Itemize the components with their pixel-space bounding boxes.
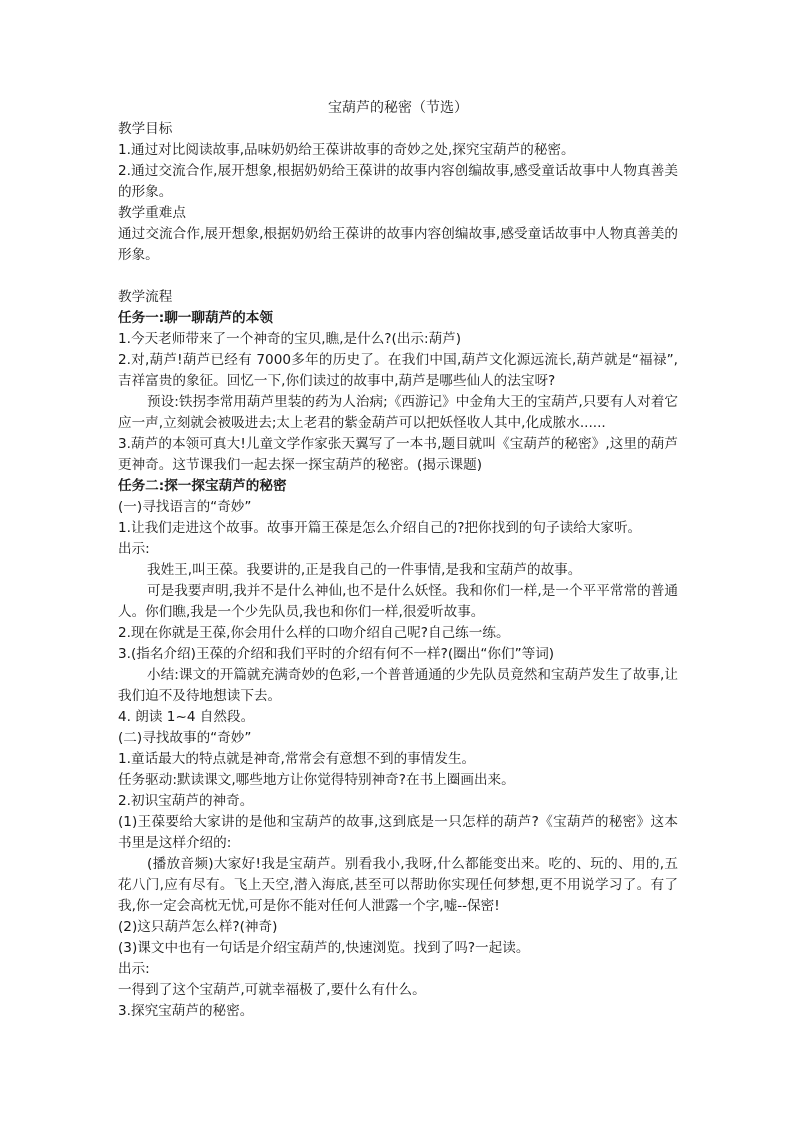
paragraph: (播放音频)大家好!我是宝葫芦。别看我小,我呀,什么都能变出来。吃的、玩的、用的,五花八门,应有尽有。飞上天空,潜入海底,甚至可以帮助你实现任何梦想,更不用说学习了。有了我,你一定会高枕无忧,可是你不能对任何人泄露一个字,嘘--保密!: [118, 856, 678, 914]
paragraph: 1.童话最大的特点就是神奇,常常会有意想不到的事情发生。: [118, 751, 476, 767]
paragraph: 2.对,葫芦!葫芦已经有 7000多年的历史了。在我们中国,葫芦文化源远流长,葫芦就是“福禄”,吉祥富贵的象征。回忆一下,你们读过的故事中,葫芦是哪些仙人的法宝呀?: [118, 352, 678, 389]
paragraph: 通过交流合作,展开想象,根据奶奶给王葆讲的故事内容创编故事,感受童话故事中人物真善美的形象。: [118, 226, 678, 263]
paragraph: 我姓王,叫王葆。我要讲的,正是我自己的一件事情,是我和宝葫芦的故事。: [147, 562, 582, 578]
paragraph: 教学流程: [118, 289, 173, 305]
paragraph: 出示:: [118, 961, 150, 977]
paragraph: 2.初识宝葫芦的神奇。: [118, 793, 254, 809]
paragraph: 一得到了这个宝葫芦,可就幸福极了,要什么有什么。: [118, 982, 426, 998]
paragraph: 可是我要声明,我并不是什么神仙,也不是什么妖怪。我和你们一样,是一个平平常常的普通人。你们瞧,我是一个少先队员,我也和你们一样,很爱听故事。: [118, 583, 678, 620]
blank-line: [118, 266, 678, 287]
paragraph: 3.探究宝葫芦的秘密。: [118, 1003, 254, 1019]
paragraph: 1.通过对比阅读故事,品味奶奶给王葆讲故事的奇妙之处,探究宝葫芦的秘密。: [118, 142, 575, 158]
paragraph: 3.葫芦的本领可真大!儿童文学作家张天翼写了一本书,题目就叫《宝葫芦的秘密》,这里的葫芦更神奇。这节课我们一起去探一探宝葫芦的秘密。(揭示课题): [118, 436, 678, 473]
paragraph: 小结:课文的开篇就充满奇妙的色彩,一个普普通通的少先队员竟然和宝葫芦发生了故事,让我们迫不及待地想读下去。: [118, 667, 678, 704]
document-page: [118, 98, 678, 1022]
paragraph: 教学重难点: [118, 205, 186, 221]
paragraph: 4. 朗读 1~4 自然段。: [118, 709, 255, 725]
paragraph: (一)寻找语言的“奇妙”: [118, 499, 252, 515]
paragraph: (3)课文中也有一句话是介绍宝葫芦的,快速浏览。找到了吗?一起读。: [118, 940, 530, 956]
task-heading: 任务二:探一探宝葫芦的秘密: [118, 478, 287, 494]
paragraph: 预设:铁拐李常用葫芦里装的药为人治病;《西游记》中金角大王的宝葫芦,只要有人对着它应一声,立刻就会被吸进去;太上老君的紫金葫芦可以把妖怪收人其中,化成脓水......: [118, 394, 678, 431]
paragraph: 1.让我们走进这个故事。故事开篇王葆是怎么介绍自己的?把你找到的句子读给大家听。: [118, 520, 642, 536]
paragraph: 2.通过交流合作,展开想象,根据奶奶给王葆讲的故事内容创编故事,感受童话故事中人物真善美的形象。: [118, 163, 678, 200]
paragraph: 任务驱动:默读课文,哪些地方让你觉得特别神奇?在书上圈画出来。: [118, 772, 515, 788]
paragraph: 1.今天老师带来了一个神奇的宝贝,瞧,是什么?(出示:葫芦): [118, 331, 462, 347]
paragraph: (2)这只葫芦怎么样?(神奇): [118, 919, 278, 935]
paragraph: 2.现在你就是王葆,你会用什么样的口吻介绍自己呢?自己练一练。: [118, 625, 510, 641]
paragraph: 3.(指名介绍)王葆的介绍和我们平时的介绍有何不一样?(圈出“你们”等词): [118, 646, 555, 662]
paragraph: (1)王葆要给大家讲的是他和宝葫芦的故事,这到底是一只怎样的葫芦?《宝葫芦的秘密》这本书里是这样介绍的:: [118, 814, 678, 851]
paragraph: (二)寻找故事的“奇妙”: [118, 730, 252, 746]
document-title: 宝葫芦的秘密（节选）: [328, 100, 468, 116]
paragraph: 教学目标: [118, 121, 173, 137]
paragraph: 出示:: [118, 541, 150, 557]
document-body: [118, 119, 678, 1022]
task-heading: 任务一:聊一聊葫芦的本领: [118, 310, 273, 326]
